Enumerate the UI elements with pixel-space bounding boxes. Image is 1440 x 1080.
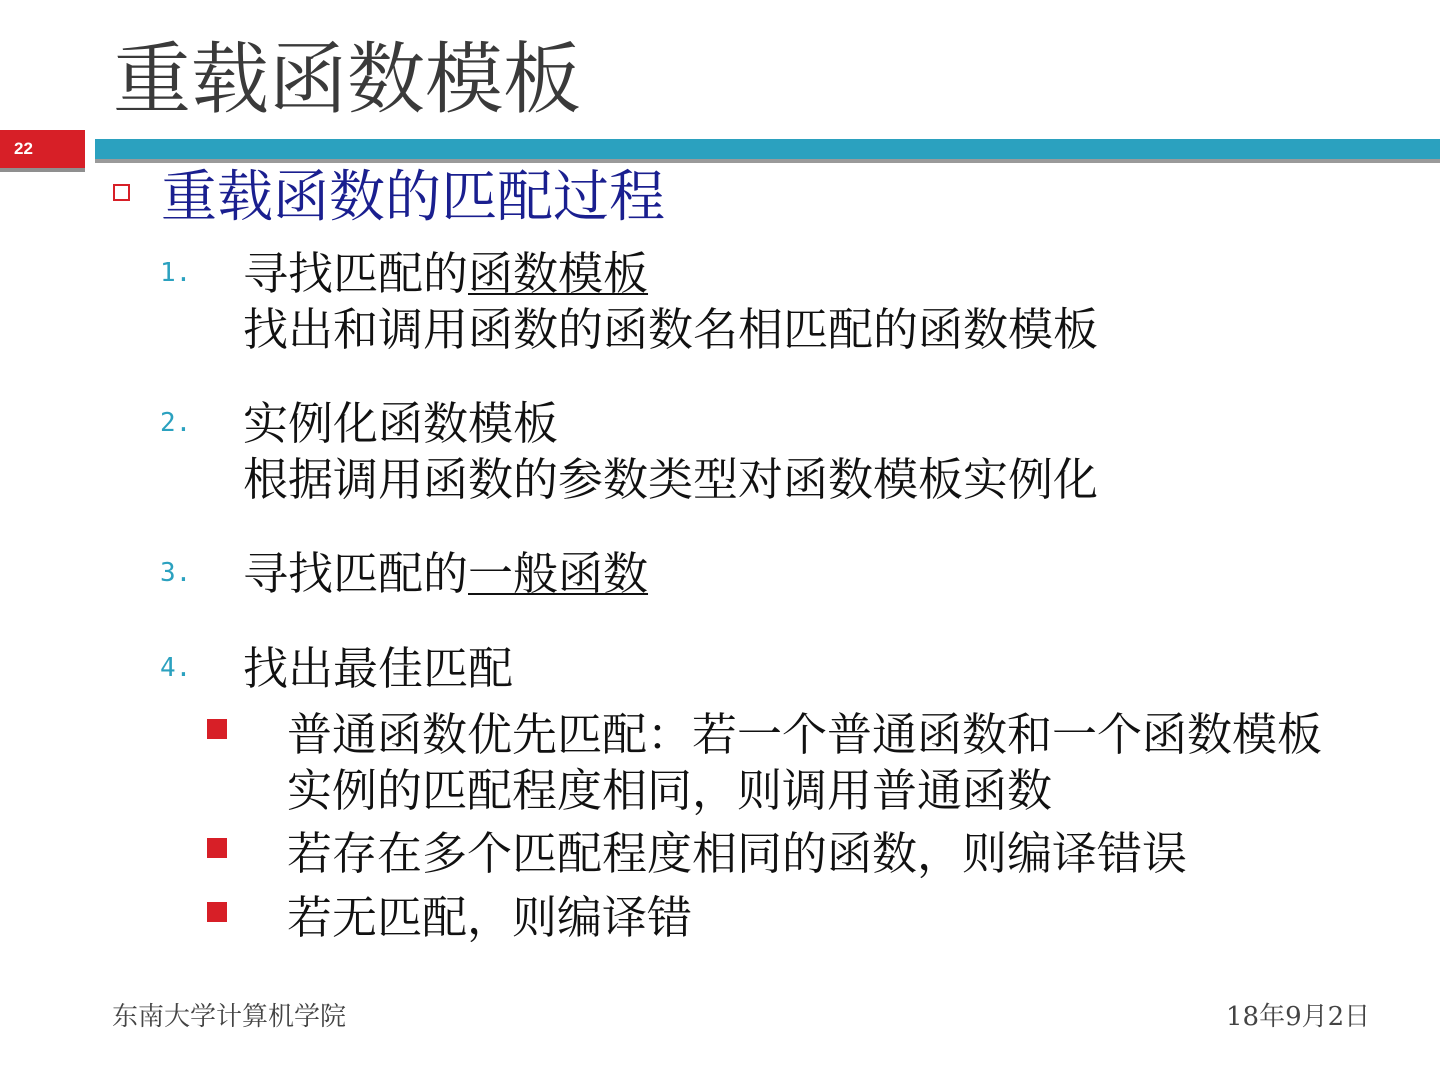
sub-bullet-text: [287, 890, 692, 946]
footer-date: 18年9月2日: [1226, 1002, 1371, 1032]
step-detail: 根据调用函数的参数类型对函数模板实例化: [243, 453, 1099, 506]
step-heading: [243, 246, 1098, 302]
step-lead-text: 寻找匹配的: [243, 547, 469, 600]
sub-bullet-text: [287, 707, 1322, 819]
sub-bullet-text: [287, 826, 1187, 882]
step-body: [243, 246, 1098, 358]
hollow-square-bullet-icon: [113, 184, 130, 201]
title-divider-bar: [95, 139, 1440, 159]
filled-square-bullet-icon: [207, 902, 227, 922]
main-bullet-text: 重载函数的匹配过程: [161, 165, 665, 230]
sub-bullet-line: 实例的匹配程度相同，则调用普通函数: [287, 764, 1053, 817]
sub-bullet-line: 普通函数优先匹配：若一个普通函数和一个函数模板: [287, 708, 1323, 761]
slide-title: 重载函数模板: [113, 35, 582, 125]
step-body: [243, 641, 513, 697]
step-body: [243, 546, 648, 602]
step-number: 1.: [160, 258, 192, 288]
step-detail: 找出和调用函数的函数名相匹配的函数模板: [243, 303, 1099, 356]
step-lead-text: 寻找匹配的: [243, 247, 469, 300]
sub-bullet-line: 若无匹配，则编译错: [287, 891, 693, 944]
step-heading: [243, 546, 648, 602]
step-underlined-text: 一般函数: [468, 547, 649, 600]
step-underlined-text: 函数模板: [468, 247, 649, 300]
step-body: [243, 396, 1098, 508]
filled-square-bullet-icon: [207, 838, 227, 858]
sub-bullet-line: 若存在多个匹配程度相同的函数，则编译错误: [287, 827, 1188, 880]
filled-square-bullet-icon: [207, 719, 227, 739]
footer-institution: 东南大学计算机学院: [112, 1002, 347, 1032]
step-number: 3.: [160, 558, 192, 588]
step-number: 4.: [160, 653, 192, 683]
page-number-badge: 22: [0, 130, 85, 168]
step-heading: 实例化函数模板: [243, 397, 559, 450]
step-number: 2.: [160, 408, 192, 438]
step-heading: 找出最佳匹配: [243, 642, 514, 695]
